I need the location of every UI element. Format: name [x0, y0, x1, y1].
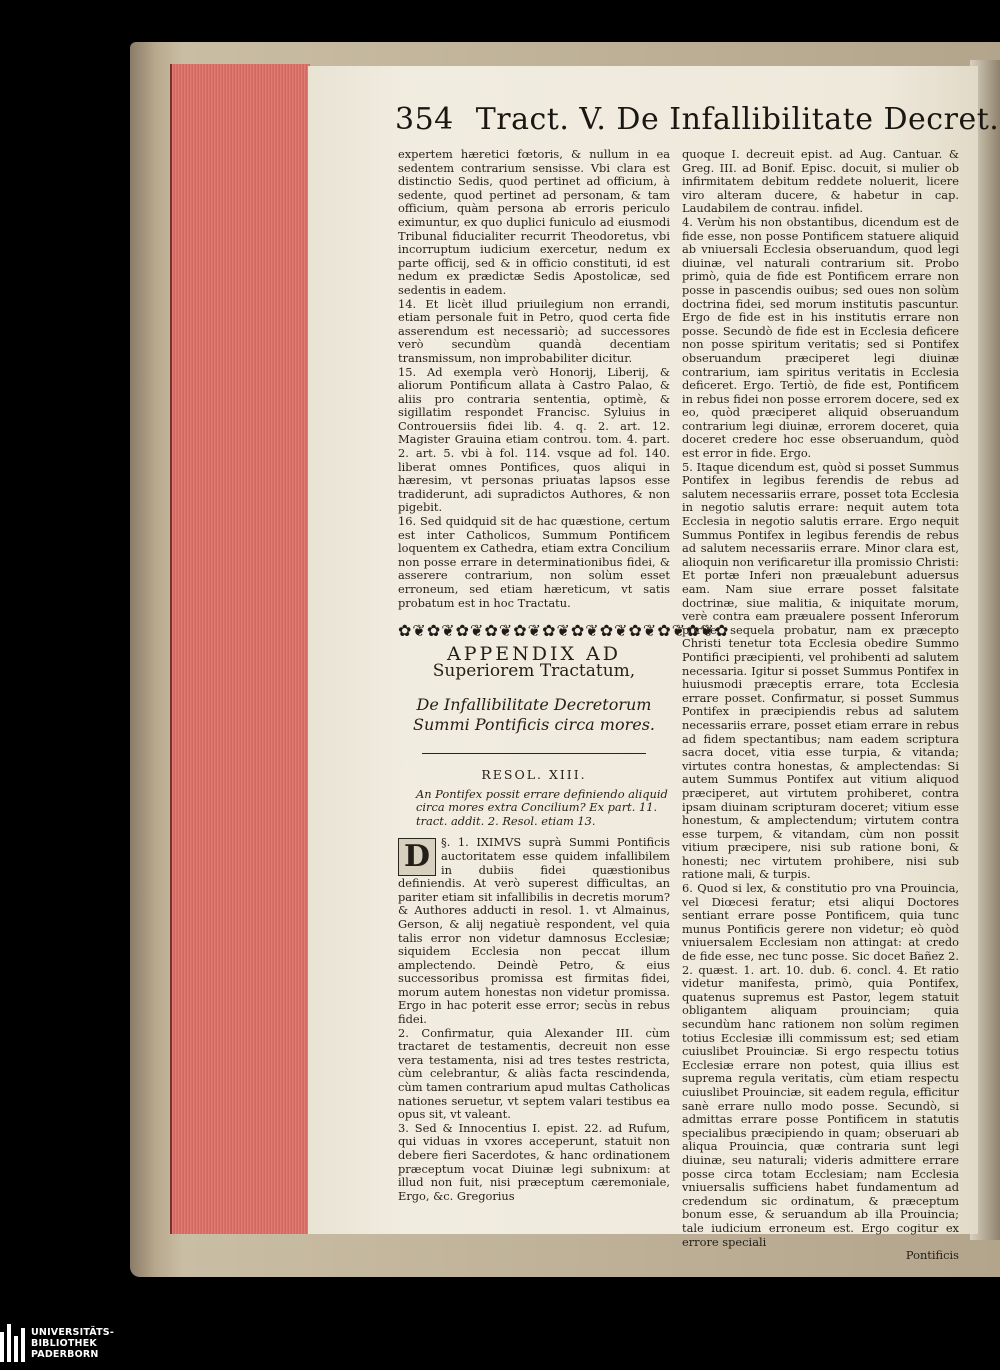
- catchword: Pontificis: [905, 1248, 959, 1263]
- resol-heading: RESOL. XIII.: [481, 766, 587, 782]
- left-column: [398, 147, 730, 1203]
- appendix-italic-title: De Infallibilitate Decretorum Summi Pontificis circa mores.: [413, 694, 655, 734]
- resol-question: An Pontifex possit errare definiendo aliquid circa mores extra Concilium? Ex part. 11. tract. addit. 2. Resol. etiam 13.: [416, 786, 668, 828]
- left-paragraph: 16. Sed quidquid sit de hac quæstione, certum est inter Catholicos, Summum Pontificem loquentem ex Cathedra, etiam extra Concilium non posse errare in determinationibus fidei, & asserere contrarium, non solùm esset erroneum, sed etiam hæreticum, vt satis probatum est in hoc Tractatu.: [398, 514, 670, 610]
- section-paragraph: [398, 836, 670, 1026]
- library-logo-mark-icon: [0, 1324, 25, 1362]
- right-column: [682, 148, 959, 1263]
- library-logo: [0, 1318, 140, 1368]
- dropcap: D: [398, 838, 436, 876]
- section-text: IXIMVS suprà Summi Pontificis auctoritatem esse quidem infallibilem in dubiis fidei quæstionibus definiendis. At verò superest difficultas, an pariter etiam sit infallibilis in decretis morum? & Authores adducti in resol. 1. vt Almainus, Gerson, & alij negatiuè respondent, vel quia talis error non videtur damnosus Ecclesiæ; siquidem Ecclesia non peccat illum amplectendo. Deindè Petro, & eius successoribus promissa est firmitas fidei, morum autem honestas non videtur promissa. Ergo in hac poterit esse error; secùs in rebus fidei.: [398, 835, 670, 1027]
- left-paragraph: 14. Et licèt illud priuilegium non errandi, etiam personale fuit in Petro, quod certa fide asserendum est necessariò; ad successores verò secundùm quandà decentiam transmissum, non improbabiliter dicitur.: [398, 296, 670, 365]
- right-paragraph: 4. Verùm his non obstantibus, dicendum est de fide esse, non posse Pontificem statuere aliquid ab vniuersali Ecclesia obseruandum, quod legi diuinæ, vel naturali contrarium sit. Probo primò, quia de fide est Pontificem errare non posse in pascendis ouibus; sed oues non solùm doctrina fidei, sed morum institutis pascuntur. Ergo de fide est in his institutis errare non posse. Secundò de fide est in Ecclesia deficere non posse spiritum veritatis; sed si Pontifex obseruandum præciperet legi diuinæ contrarium, iam spiritus veritatis in Ecclesia deficeret. Ergo. Tertiò, de fide est, Pontificem in rebus fidei non posse errorem docere, sed ex eo, quòd præciperet aliquid obseruandum contrarium legi diuinæ, errorem doceret, quia doceret credere hoc esse obseruandum, quòd est error in fide. Ergo.: [682, 214, 959, 461]
- left-paragraph: 2. Confirmatur, quia Alexander III. cùm tractaret de testamentis, decreuit non esse vera testamenta, nisi ad tres testes restricta, cùm celebrantur, & aliàs facta rescindenda, cùm tamen contrarium apud multas Catholicas nationes seruetur, vt septem valari testibus ea opus sit, vt valeant.: [398, 1025, 670, 1122]
- left-paragraph: expertem hæretici fœtoris, & nullum in ea sedentem contrarium sensisse. Vbi clara est distinctio Sedis, quod pertinet ad officium, à sedente, quod pertinet ad personam, & tam officium, quàm persona ab erroris periculo eximuntur, ex quo duplici funiculo ad eiusmodi Tribunal fiducialiter recurrit Theodoretus, vbi incorruptum iudicium exercetur, nedum ex parte officij, sed & in officio constituti, id est nedum ex prædictæ Sedis Apostolicæ, sed sedentis in eadem.: [398, 147, 670, 297]
- right-paragraph: quoque I. decreuit epist. ad Aug. Cantuar. & Greg. III. ad Bonif. Episc. docuit, si mulier ob infirmitatem debitum reddete noluerit, licere viro alteram ducere, & habetur in cap. Laudabilem de contrau. infidel.: [682, 147, 959, 216]
- page-edge-red: [170, 64, 310, 1234]
- ornament-band: ✿❦✿❦✿❦✿❦✿❦✿❦✿❦✿❦✿❦✿❦✿❦✿: [398, 621, 730, 641]
- left-paragraph: 3. Sed & Innocentius I. epist. 22. ad Rufum, qui viduas in vxores acceperunt, statuit non debere fieri Sacerdotes, & hanc ordinationem præceptum vocat Diuinæ legi subnixum: at illud non fuit, nisi præceptum cæremoniale, Ergo, &c. Gregorius: [398, 1120, 670, 1203]
- logo-line-3: PADERBORN: [31, 1348, 99, 1360]
- divider-rule: [422, 753, 646, 754]
- running-title: Tract. V. De Infallibilitate Decret.: [475, 102, 1000, 137]
- running-header: [395, 102, 1000, 146]
- appendix-subtitle: Superiorem Tractatum,: [432, 661, 636, 682]
- left-paragraph: 15. Ad exempla verò Honorij, Liberij, & aliorum Pontificum allata à Castro Palao, & aliis pro contraria sententia, optimè, & sigillatim respondet Francisc. Syluius in Controuersiis fidei lib. 4. q. 2. art. 12. Magister Grauina etiam controu. tom. 4. part. 2. art. 5. vbi à fol. 114. vsque ad fol. 140. liberat omnes Pontifices, quos aliqui in hæresim, vt personas priuatas lapsos esse tradiderunt, adi supradictos Authores, & non pigebit.: [398, 364, 670, 515]
- appendix-title: APPENDIX AD: [446, 642, 622, 665]
- library-logo-text: [31, 1327, 114, 1360]
- logo-line-1: UNIVERSITÄTS-: [31, 1326, 114, 1338]
- right-paragraph: 6. Quod si lex, & constitutio pro vna Prouincia, vel Diœcesi feratur; etsi aliqui Doctores sentiant errare posse Pontificem, quia tunc munus Pontificis gerere non videtur; eò quòd vniuersalem Ecclesiam non attingat: at credo de fide esse, nec tunc posse. Sic docet Bañez 2. 2. quæst. 1. art. 10. dub. 6. concl. 4. Et ratio videtur manifesta, primò, quia Pontifex, quatenus supremus est Pastor, legem statuit obligantem aliquam prouinciam; quia secundùm hanc rationem non solùm regimen totius Ecclesiæ illi commissum est; sed etiam cuiuslibet Prouinciæ. Si ergo respectu totius Ecclesiæ errare non potest, quia illius est suprema regula veritatis, cùm etiam respectu cuiuslibet Prouinciæ, sit eadem regula, efficitur sanè errare nullo modo posse. Secundò, si admittas errare posse Pontificem in statutis specialibus præcipiendo in quam; obseruari ab aliqua Prouincia, quæ contraria sunt legi diuinæ, seu naturali; videris admittere errare posse circa totam Ecclesiam; nam Ecclesia vniuersalis sufficiens habet fundamentum ad credendum sic ordinatum, & præceptum bonum esse, & seruandum ab illa Prouincia; tale iudicium erroneum est. Ergo cogitur ex errore speciali: [682, 881, 959, 1249]
- page-number: 354: [395, 102, 454, 137]
- logo-line-2: BIBLIOTHEK: [31, 1337, 97, 1349]
- section-mark: §. 1.: [441, 835, 469, 850]
- right-paragraph: 5. Itaque dicendum est, quòd si posset Summus Pontifex in legibus ferendis de rebus ad salutem necessariis errare, posset tota Ecclesia in negotio salutis errare: nequit autem tota Ecclesia in negotio salutis errare. Ergo nequit Summus Pontifex in legibus ferendis de rebus ad salutem necessariis errare. Minor clara est, alioquin non verificaretur illa promissio Christi: Et portæ Inferi non præualebunt aduersus eam. Nam siue errare posset falsitate doctrinæ, siue malitia, & iniquitate morum, verè contra eam præualere possent Inferorum portæ: sequela probatur, nam ex præcepto Christi tenetur tota Ecclesia obedire Summo Pontifici præcipienti, vel prohibenti ad salutem necessaria. Igitur si posset Summus Pontifex in huiusmodi præceptis errare, tota Ecclesia errare posset. Confirmatur, si posset Summus Pontifex in præcipiendis rebus ad salutem necessariis errare, posset etiam errare in rebus ad fidem spectantibus; nam eadem scriptura sacra docet, vitia esse turpia, & vitanda; virtutes contra honestas, & amplectendas: Si autem Summus Pontifex aut vitium aliquod præciperet, aut virtutem prohiberet, contra ipsam diuinam scripturam doceret; vitium esse honestum, & amplectendum; virtutem contra esse turpem, & vitandam, cùm non possit vitium præcipere, nisi sub ratione boni, & honesti; nec virtutem prohibere, nisi sub ratione mali, & turpis.: [682, 459, 959, 882]
